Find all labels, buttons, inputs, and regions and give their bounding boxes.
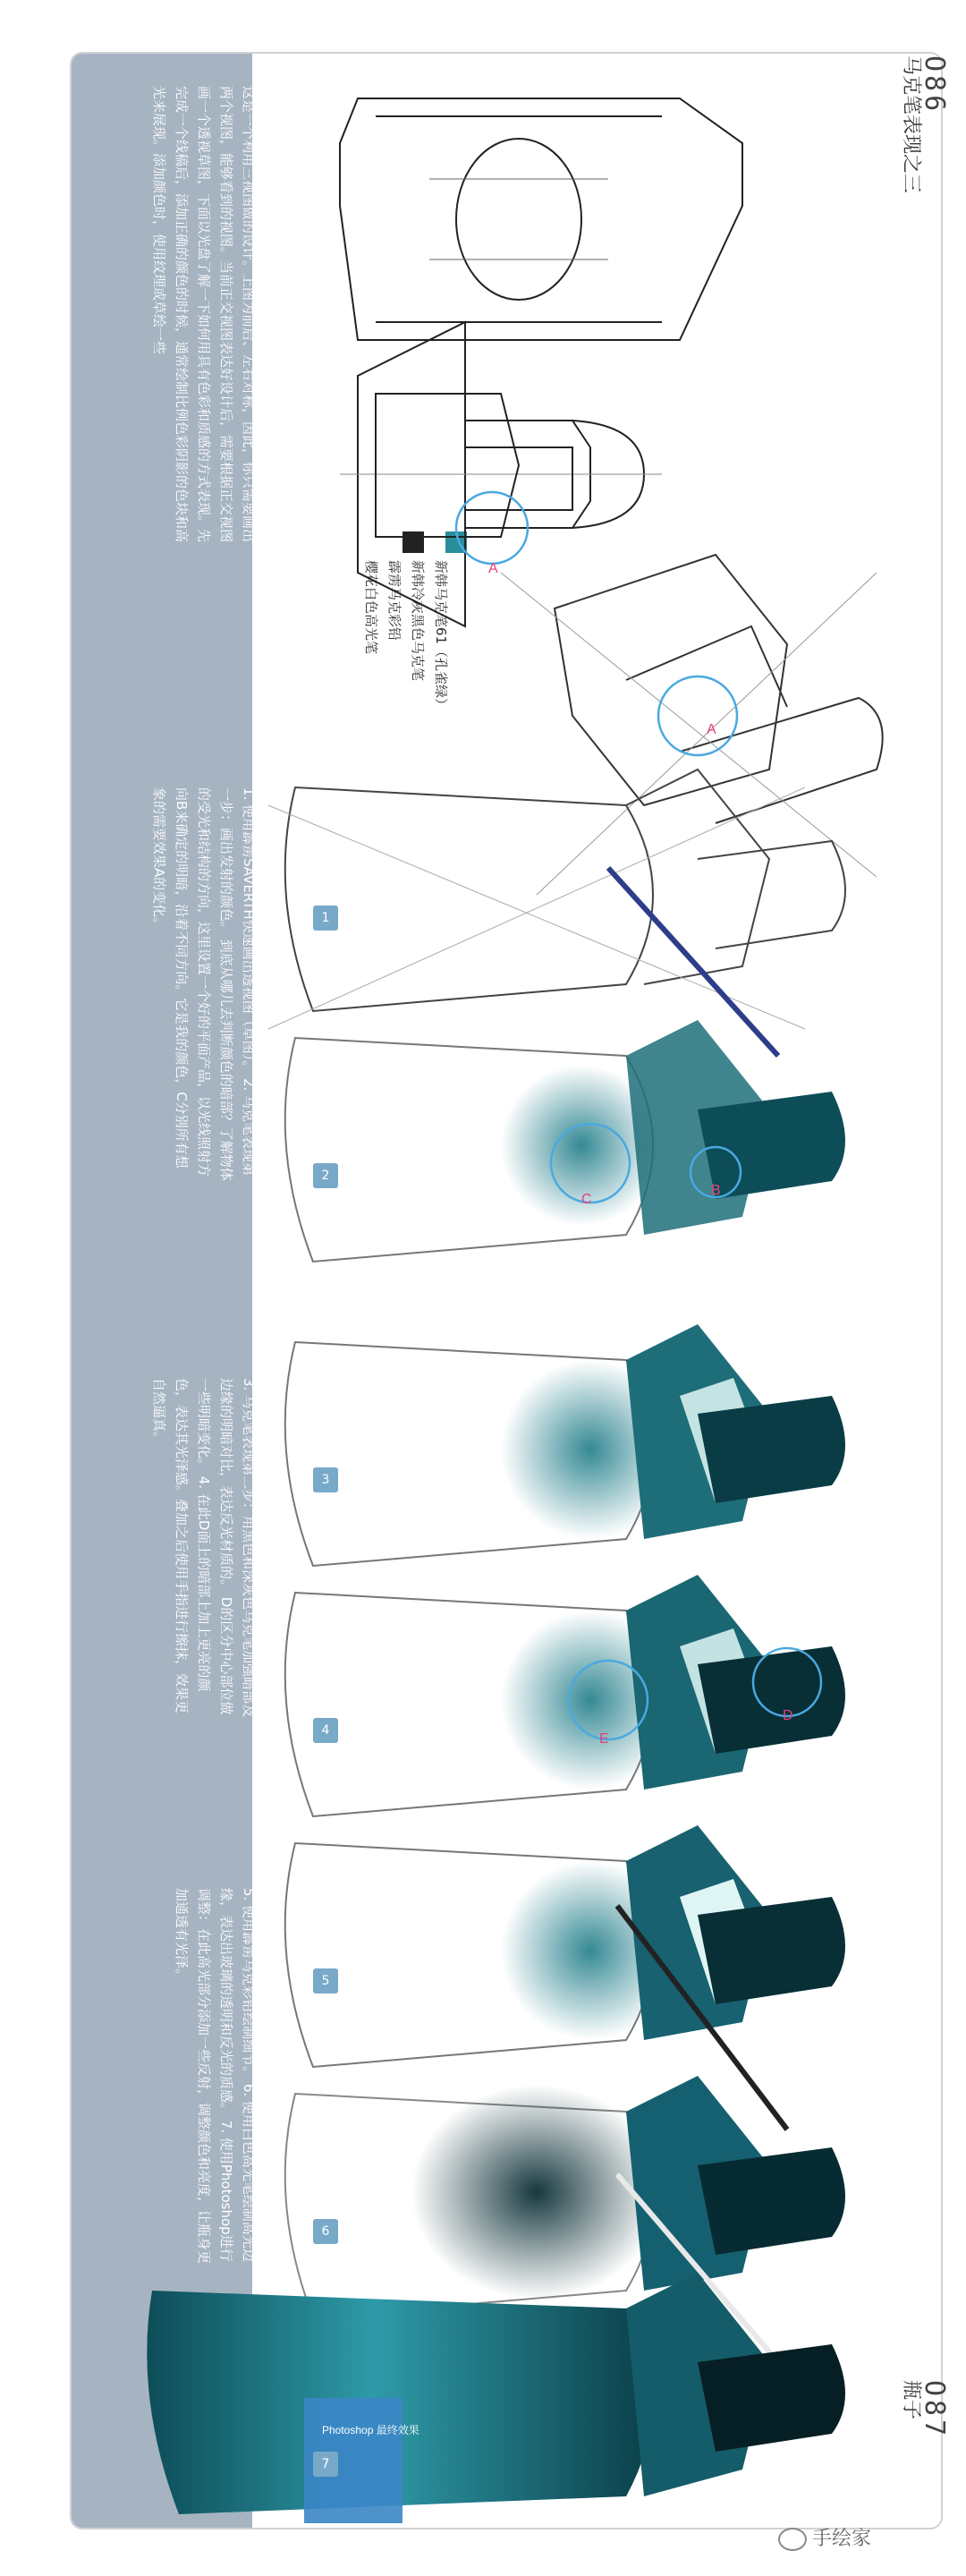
step3-render xyxy=(285,1324,845,1566)
legend-label-highlight: 樱花白色高光笔 xyxy=(363,560,379,655)
step-badge-2: 2 xyxy=(313,1163,338,1188)
watermark-text: 手绘家 xyxy=(812,2528,872,2550)
step-notes-5-7: 5. 使用霹雳马克彩铅绘制细节。 6. 使用白色高光笔绘制高光边缘，表达出玻璃的透明和反光的质感。 7. 使用Photoshop进行调整：在此高光部分添加一些反射，调整颜色和亮度，让瓶身更加通透有光泽。 xyxy=(174,1888,257,2265)
final-label: Photoshop 最终效果 xyxy=(322,2424,419,2436)
step7-final-render xyxy=(147,2273,845,2523)
step-notes-1-2: 1. 使用霹雳SAVERTH快速画出透视图（草图）。 2. 马克笔表现第一步：画出发射的颜色。 到底从哪儿去判断颜色的暗部？了解物体的受光和结构的方向，这里设置一个好的平面产品，以光线照射方向B来确定的明暗，沿着不同方向。它是我的颜色，C分别所有想象的需要效果A的变化。 xyxy=(151,787,257,1181)
step-badge-7: 7 xyxy=(313,2452,338,2477)
page-title: 马克笔表现之三 xyxy=(900,55,922,194)
step-notes-3-4: 3. 马克笔表现第二步：用黑色和深灰色马克笔加强暗部及边缘的明暗对比，表达反光材质的。 D的区分中心部位做一些明暗变化。 4. 在此D面上的暗部上加上更亮的颜色，表达其光泽感。叠加之后使用手指进行擦抹，效果更自然逼真。 xyxy=(151,1378,257,1718)
ortho-side-view xyxy=(340,322,662,626)
label-e: E xyxy=(599,1731,609,1747)
step-badge-3: 3 xyxy=(313,1467,338,1492)
legend-label-gray: 新韩冷灰黑色马克笔 xyxy=(410,560,426,682)
step4-render xyxy=(285,1575,845,1816)
legend-label-pencil: 霹雳马克彩铅 xyxy=(386,560,402,642)
step5-render xyxy=(285,1825,845,2067)
label-b: B xyxy=(711,1183,721,1198)
step-badge-4: 4 xyxy=(313,1718,338,1743)
step-badge-1: 1 xyxy=(313,905,338,931)
legend-label-teal: 新韩马克笔61（孔雀绿） xyxy=(433,560,449,712)
step-badge-6: 6 xyxy=(313,2219,338,2244)
label-a2: A xyxy=(707,722,716,737)
perspective-sketch xyxy=(501,555,883,895)
label-d: D xyxy=(783,1708,793,1723)
label-c: C xyxy=(581,1192,592,1207)
wechat-icon xyxy=(778,2528,807,2551)
step1-sketch xyxy=(268,769,845,1029)
watermark xyxy=(778,2523,871,2551)
label-a1: A xyxy=(488,561,498,576)
step2-render xyxy=(285,1020,845,1262)
chapter-label: 瓶子 xyxy=(900,2380,922,2420)
ortho-top-view xyxy=(376,394,572,537)
ortho-front-view xyxy=(340,98,742,340)
step-badge-5: 5 xyxy=(313,1968,338,1994)
page-number-top: O86 xyxy=(919,55,950,115)
page-number-bottom: O87 xyxy=(919,2380,950,2440)
intro-text: 这是一个利用三视图做的设计。上图为前后、左右对称，因此，你只需要画出两个视图，能够看到的视图。当前正交视图表达好设计后，需要根据正交视图画一个透视草图，下面以光盘了解一下如何用具有色彩和质感的方式表现。先完成一个线稿后，添加正确的颜色的时候，通常绘制比例色彩阴影的色块和高光来展现。添加颜色时，使用纹理或草绘一些 xyxy=(151,86,257,543)
step6-render xyxy=(285,2076,845,2317)
